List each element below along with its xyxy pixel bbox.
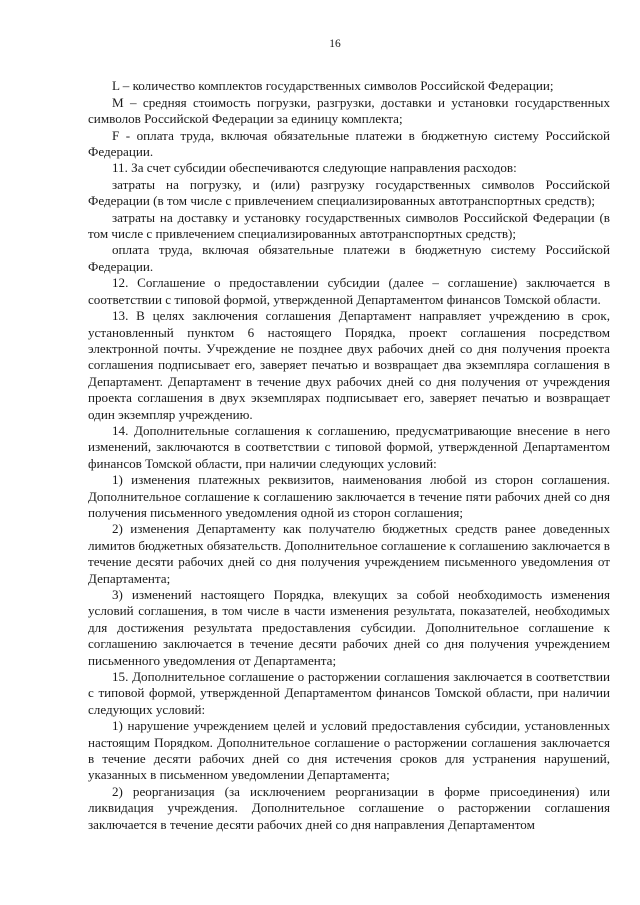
page-number: 16	[329, 38, 341, 50]
paragraph-15: 15. Дополнительное соглашение о расторжении соглашения заключается в соответствии с типовой формой, утвержденной Департаментом финансов Томской области, при наличии следующих условий:	[88, 669, 610, 717]
paragraph-11-item-3: оплата труда, включая обязательные платежи в бюджетную систему Российской Федерации.	[88, 242, 610, 274]
paragraph-14-item-2: 2) изменения Департаменту как получателю бюджетных средств ранее доведенных лимитов бюджетных обязательств. Дополнительное соглашение к соглашению заключается в течение десяти рабочих дней со дня получения учреждением письменного уведомления от Департамента;	[88, 521, 610, 586]
paragraph-14: 14. Дополнительные соглашения к соглашению, предусматривающие внесение в него изменений, заключаются в соответствии с типовой формой, утвержденной Департаментом финансов Томской области, при наличии следующих условий:	[88, 422, 610, 471]
paragraph-var-f: F - оплата труда, включая обязательные платежи в бюджетную систему Российской Федерации.	[88, 127, 610, 160]
paragraph-var-m: M – средняя стоимость погрузки, разгрузки, доставки и установки государственных символов Российской Федерации за единицу комплекта;	[88, 94, 610, 127]
paragraph-15-item-1: 1) нарушение учреждением целей и условий предоставления субсидии, установленных настоящим Порядком. Дополнительное соглашение о расторжении соглашения заключается в течение десяти рабочих дней со дня истечения сроков для устранения нарушений, указанных в письменном уведомлении Департамента;	[88, 718, 610, 783]
paragraph-11-item-1: затраты на погрузку, и (или) разгрузку государственных символов Российской Федерации (в том числе с привлечением специализированных автотранспортных средств);	[88, 176, 610, 209]
paragraph-11-item-2: затраты на доставку и установку государственных символов Российской Федерации (в том числе с привлечением специализированных автотранспортных средств);	[88, 209, 610, 242]
paragraph-var-l: L – количество комплектов государственных символов Российской Федерации;	[112, 78, 554, 94]
paragraph-14-item-1: 1) изменения платежных реквизитов, наименования любой из сторон соглашения. Дополнительное соглашение к соглашению заключается в течение пяти рабочих дней со дня получения письменного уведомления одной из сторон соглашения;	[88, 472, 610, 520]
paragraph-14-item-3: 3) изменений настоящего Порядка, влекущих за собой необходимость изменения условий соглашения, в том числе в части изменения результата, показателей, необходимых для достижения результата предоставления субсидии. Дополнительное соглашение к соглашению заключается в течение десяти рабочих дней со дня получения учреждением письменного уведомления от Департамента;	[88, 587, 610, 668]
paragraph-11: 11. За счет субсидии обеспечиваются следующие направления расходов:	[112, 160, 517, 176]
paragraph-12: 12. Соглашение о предоставлении субсидии (далее – соглашение) заключается в соответствии с типовой формой, утвержденной Департаментом финансов Томской области.	[88, 275, 610, 307]
paragraph-15-item-2: 2) реорганизация (за исключением реорганизации в форме присоединения) или ликвидация учреждения. Дополнительное соглашение о расторжении соглашения заключается в течение десяти рабочих дней со дня направления Департаментом	[88, 783, 610, 832]
paragraph-13: 13. В целях заключения соглашения Департамент направляет учреждению в срок, установленный пунктом 6 настоящего Порядка, проект соглашения посредством электронной почты. Учреждение не позднее двух рабочих дней со дня получения проекта соглашения подписывает его, заверяет печатью и возвращает два экземпляра соглашения в Департамент. Департамент в течение двух рабочих дней со дня получения от учреждения проекта соглашения в двух экземплярах подписывает его, заверяет печатью и возвращает один экземпляр учреждению.	[88, 308, 610, 422]
